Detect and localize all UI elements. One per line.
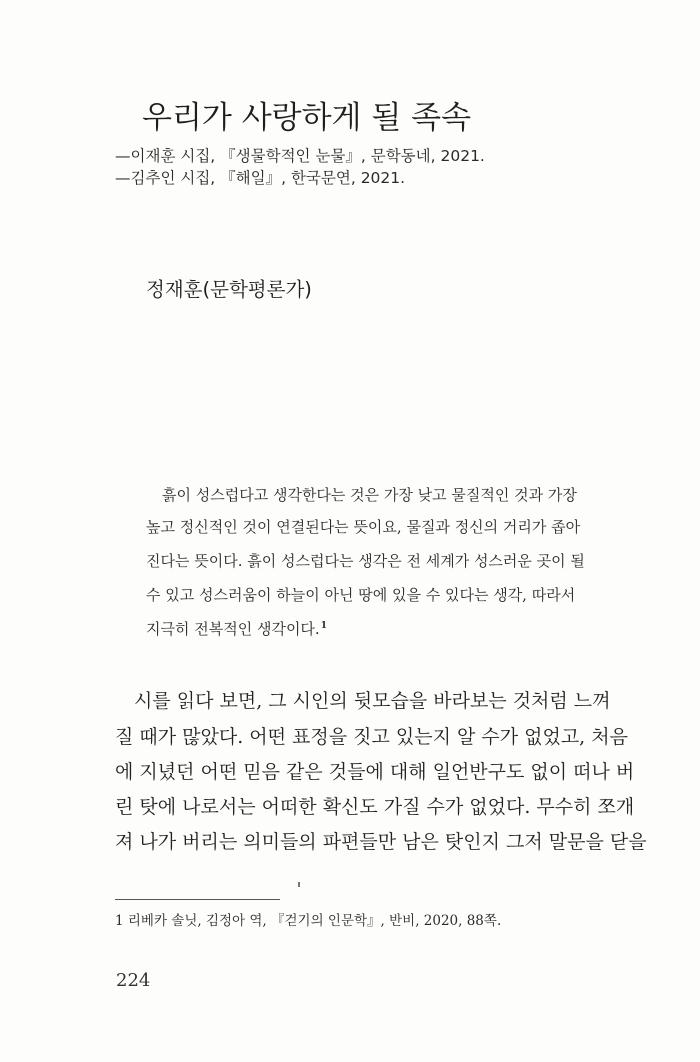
body-line: 질 때가 많았다. 어떤 표정을 짓고 있는지 알 수가 없었고, 처음 bbox=[115, 726, 628, 748]
author-byline: 정재훈(문학평론가) bbox=[146, 278, 312, 301]
footnote-text: 1 리베카 솔닛, 김정아 역, 『걷기의 인문학』, 반비, 2020, 88쪽. bbox=[115, 913, 502, 929]
quote-line: 흙이 성스럽다고 생각한다는 것은 가장 낮고 물질적인 것과 가장 bbox=[162, 486, 577, 504]
source-line-2: —김추인 시집, 『해일』, 한국문연, 2021. bbox=[115, 169, 406, 187]
body-line: 져 나가 버리는 의미들의 파편들만 남은 탓인지 그저 말문을 닫을 bbox=[115, 831, 647, 853]
body-line: 시를 읽다 보면, 그 시인의 뒷모습을 바라보는 것처럼 느껴 bbox=[134, 690, 611, 712]
source-line-1: —이재훈 시집, 『생물학적인 눈물』, 문학동네, 2021. bbox=[115, 147, 485, 165]
body-line: 린 탓에 나로서는 어떠한 확신도 가질 수가 없었다. 무수히 쪼개 bbox=[115, 796, 635, 818]
essay-title: 우리가 사랑하게 될 족속 bbox=[142, 100, 472, 136]
print-speck bbox=[298, 882, 300, 887]
quote-line: 높고 정신적인 것이 연결된다는 뜻이요, 물질과 정신의 거리가 좁아 bbox=[146, 518, 581, 536]
body-line: 에 지녔던 어떤 믿음 같은 것들에 대해 일언반구도 없이 떠나 버 bbox=[115, 761, 635, 783]
quote-line-text: 지극히 전복적인 생각이다. bbox=[146, 620, 320, 638]
page-number: 224 bbox=[116, 970, 151, 991]
quote-line: 진다는 뜻이다. 흙이 성스럽다는 생각은 전 세계가 성스러운 곳이 될 bbox=[146, 552, 585, 570]
quote-line: 수 있고 성스러움이 하늘이 아닌 땅에 있을 수 있다는 생각, 따라서 bbox=[146, 586, 576, 604]
footnote-reference[interactable]: 1 bbox=[320, 621, 327, 631]
footnote-divider bbox=[115, 899, 280, 900]
quote-line-last bbox=[146, 618, 596, 639]
